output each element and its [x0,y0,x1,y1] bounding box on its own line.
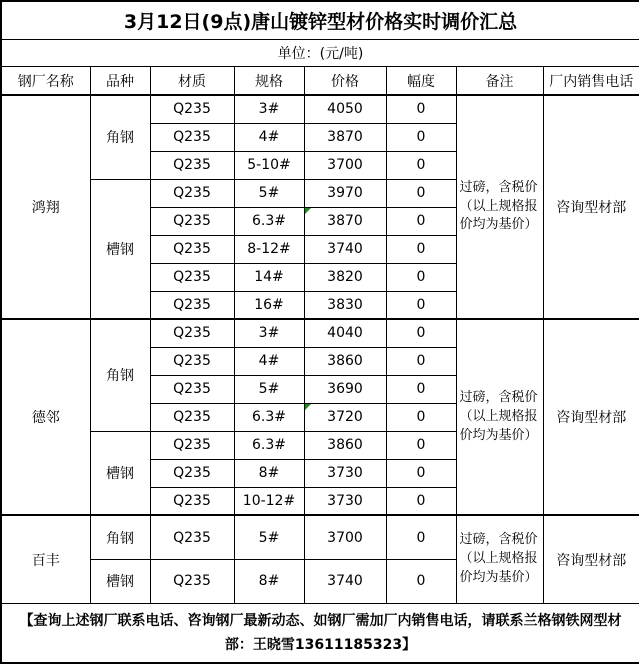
phone-cell: 咨询型材部 [543,95,639,319]
price-cell: 3690 [304,375,386,403]
col-header-variety: 品种 [90,67,150,96]
material-cell: Q235 [150,235,234,263]
price-cell: 3870 [304,207,386,235]
material-cell: Q235 [150,375,234,403]
spec-cell: 6.3# [234,403,304,431]
spec-cell: 14# [234,263,304,291]
material-cell: Q235 [150,403,234,431]
footer-note: 【查询上述钢厂联系电话、咨询钢厂最新动态、如钢厂需加厂内销售电话，请联系兰格钢铁网型材部：王晓雪13611185323】 [1,604,639,664]
title-row [1,1,639,40]
spec-cell: 5# [234,515,304,559]
unit-row [1,40,639,67]
cell-comment-marker [305,404,311,410]
price-cell: 3730 [304,459,386,487]
change-cell: 0 [386,375,456,403]
change-cell: 0 [386,179,456,207]
material-cell: Q235 [150,487,234,515]
price-cell: 3740 [304,235,386,263]
change-cell: 0 [386,263,456,291]
material-cell: Q235 [150,291,234,319]
spec-cell: 5# [234,179,304,207]
spec-cell: 8-12# [234,235,304,263]
price-cell: 3820 [304,263,386,291]
price-cell: 3830 [304,291,386,319]
factory-name-cell: 百丰 [1,515,90,603]
material-cell: Q235 [150,123,234,151]
column-header-row [1,67,639,96]
spec-cell: 8# [234,459,304,487]
change-cell: 0 [386,207,456,235]
spec-cell: 4# [234,347,304,375]
remark-cell: 过磅，含税价（以上规格报价均为基价） [456,515,543,603]
price-row [1,515,639,559]
variety-cell: 角钢 [90,319,150,431]
material-cell: Q235 [150,559,234,603]
spec-cell: 8# [234,559,304,603]
material-cell: Q235 [150,179,234,207]
variety-cell: 角钢 [90,95,150,179]
change-cell: 0 [386,291,456,319]
material-cell: Q235 [150,515,234,559]
variety-cell: 角钢 [90,515,150,559]
material-cell: Q235 [150,319,234,347]
footer-row [1,604,639,664]
col-header-change: 幅度 [386,67,456,96]
spec-cell: 16# [234,291,304,319]
change-cell: 0 [386,431,456,459]
price-table-body [1,95,639,604]
remark-cell: 过磅，含税价（以上规格报价均为基价） [456,319,543,515]
spec-cell: 6.3# [234,431,304,459]
spec-cell: 10-12# [234,487,304,515]
change-cell: 0 [386,487,456,515]
price-cell: 3700 [304,515,386,559]
material-cell: Q235 [150,263,234,291]
col-header-price: 价格 [304,67,386,96]
spec-cell: 3# [234,319,304,347]
col-header-phone: 厂内销售电话 [543,67,639,96]
remark-cell: 过磅，含税价（以上规格报价均为基价） [456,95,543,319]
col-header-factory: 钢厂名称 [1,67,90,96]
change-cell: 0 [386,151,456,179]
change-cell: 0 [386,235,456,263]
page-title: 3月12日(9点)唐山镀锌型材价格实时调价汇总 [1,1,639,40]
price-cell: 3720 [304,403,386,431]
price-row [1,95,639,123]
price-cell: 3740 [304,559,386,603]
factory-name-cell: 鸿翔 [1,95,90,319]
material-cell: Q235 [150,347,234,375]
phone-cell: 咨询型材部 [543,319,639,515]
variety-cell: 槽钢 [90,431,150,515]
price-cell: 3860 [304,347,386,375]
change-cell: 0 [386,319,456,347]
change-cell: 0 [386,559,456,603]
variety-cell: 槽钢 [90,179,150,319]
spec-cell: 5# [234,375,304,403]
col-header-spec: 规格 [234,67,304,96]
unit-label: 单位：(元/吨) [1,40,639,67]
col-header-material: 材质 [150,67,234,96]
material-cell: Q235 [150,151,234,179]
price-cell: 3860 [304,431,386,459]
cell-comment-marker [305,208,311,214]
change-cell: 0 [386,403,456,431]
change-cell: 0 [386,515,456,559]
spec-cell: 6.3# [234,207,304,235]
phone-cell: 咨询型材部 [543,515,639,603]
change-cell: 0 [386,95,456,123]
col-header-remark: 备注 [456,67,543,96]
factory-name-cell: 德邻 [1,319,90,515]
price-cell: 4050 [304,95,386,123]
material-cell: Q235 [150,459,234,487]
material-cell: Q235 [150,431,234,459]
price-cell: 3970 [304,179,386,207]
material-cell: Q235 [150,95,234,123]
change-cell: 0 [386,459,456,487]
price-cell: 3730 [304,487,386,515]
price-cell: 4040 [304,319,386,347]
price-cell: 3870 [304,123,386,151]
spec-cell: 3# [234,95,304,123]
material-cell: Q235 [150,207,234,235]
price-cell: 3700 [304,151,386,179]
change-cell: 0 [386,123,456,151]
price-row [1,319,639,347]
variety-cell: 槽钢 [90,559,150,603]
change-cell: 0 [386,347,456,375]
spec-cell: 4# [234,123,304,151]
spec-cell: 5-10# [234,151,304,179]
